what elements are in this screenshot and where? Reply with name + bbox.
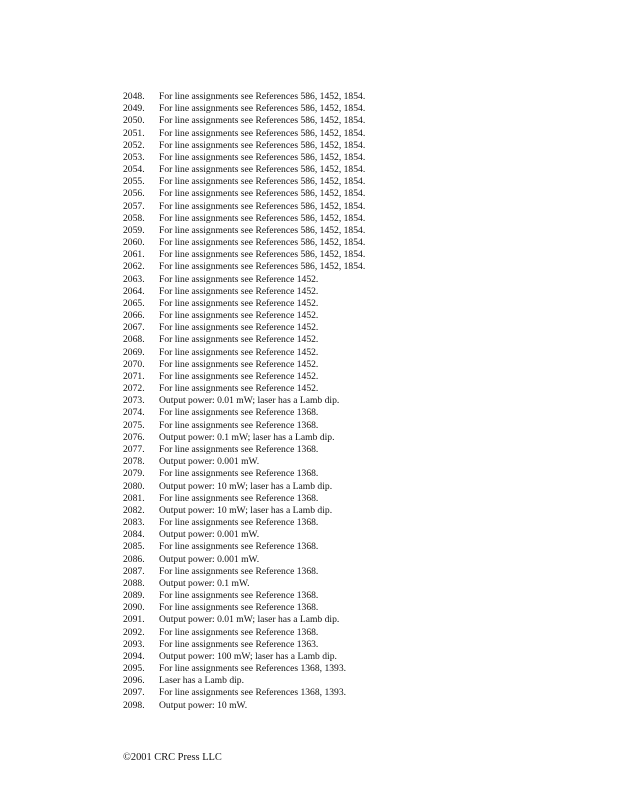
note-number: 2069. bbox=[123, 346, 145, 358]
note-text: For line assignments see Reference 1452. bbox=[159, 383, 319, 395]
note-text: For line assignments see Reference 1368. bbox=[159, 468, 319, 480]
note-number: 2073. bbox=[123, 395, 145, 407]
list-item bbox=[123, 590, 583, 602]
list-item bbox=[123, 371, 583, 383]
list-item bbox=[123, 176, 583, 188]
note-number: 2076. bbox=[123, 431, 145, 443]
note-number: 2060. bbox=[123, 237, 145, 249]
list-item bbox=[123, 298, 583, 310]
note-number: 2072. bbox=[123, 383, 145, 395]
list-item bbox=[123, 188, 583, 200]
note-number: 2083. bbox=[123, 517, 145, 529]
note-text: Output power: 10 mW; laser has a Lamb dip. bbox=[159, 504, 333, 516]
note-number: 2070. bbox=[123, 358, 145, 370]
note-number: 2097. bbox=[123, 687, 145, 699]
note-text: For line assignments see Reference 1452. bbox=[159, 297, 319, 309]
note-text: Output power: 10 mW; laser has a Lamb dip. bbox=[159, 480, 333, 492]
list-item bbox=[123, 152, 583, 164]
note-text: For line assignments see Reference 1368. bbox=[159, 407, 319, 419]
note-number: 2080. bbox=[123, 480, 145, 492]
note-text: For line assignments see Reference 1452. bbox=[159, 310, 319, 322]
note-text: Output power: 0.1 mW. bbox=[159, 577, 250, 589]
list-item bbox=[123, 602, 583, 614]
list-item bbox=[123, 395, 583, 407]
note-text: For line assignments see References 586, 1452, 1854. bbox=[159, 115, 366, 127]
list-item bbox=[123, 237, 583, 249]
note-text: For line assignments see Reference 1368. bbox=[159, 541, 319, 553]
footer-copyright: ©2001 CRC Press LLC bbox=[123, 752, 222, 763]
note-text: For line assignments see Reference 1452. bbox=[159, 346, 319, 358]
note-text: For line assignments see Reference 1368. bbox=[159, 590, 319, 602]
note-text: Output power: 100 mW; laser has a Lamb dip. bbox=[159, 650, 337, 662]
list-item bbox=[123, 115, 583, 127]
note-number: 2053. bbox=[123, 151, 145, 163]
list-item bbox=[123, 383, 583, 395]
note-number: 2077. bbox=[123, 443, 145, 455]
note-number: 2081. bbox=[123, 492, 145, 504]
note-text: For line assignments see Reference 1452. bbox=[159, 370, 319, 382]
note-text: For line assignments see References 586, 1452, 1854. bbox=[159, 151, 366, 163]
note-text: For line assignments see References 586, 1452, 1854. bbox=[159, 224, 366, 236]
list-item bbox=[123, 566, 583, 578]
list-item bbox=[123, 310, 583, 322]
note-number: 2067. bbox=[123, 322, 145, 334]
note-number: 2048. bbox=[123, 91, 145, 102]
list-item bbox=[123, 614, 583, 626]
list-item bbox=[123, 493, 583, 505]
list-item bbox=[123, 91, 583, 103]
note-text: For line assignments see References 586, 1452, 1854. bbox=[159, 103, 366, 115]
list-item bbox=[123, 481, 583, 493]
note-number: 2090. bbox=[123, 602, 145, 614]
list-item bbox=[123, 164, 583, 176]
note-number: 2079. bbox=[123, 468, 145, 480]
note-number: 2056. bbox=[123, 188, 145, 200]
note-text: For line assignments see Reference 1368. bbox=[159, 626, 319, 638]
note-number: 2065. bbox=[123, 297, 145, 309]
note-text: For line assignments see Reference 1368. bbox=[159, 443, 319, 455]
list-item bbox=[123, 261, 583, 273]
note-number: 2061. bbox=[123, 249, 145, 261]
list-item bbox=[123, 359, 583, 371]
note-text: For line assignments see Reference 1368. bbox=[159, 602, 319, 614]
list-item bbox=[123, 554, 583, 566]
note-text: For line assignments see Reference 1452. bbox=[159, 322, 319, 334]
note-text: For line assignments see Reference 1452. bbox=[159, 334, 319, 346]
note-number: 2087. bbox=[123, 565, 145, 577]
list-item bbox=[123, 639, 583, 651]
list-item bbox=[123, 128, 583, 140]
list-item bbox=[123, 529, 583, 541]
note-number: 2049. bbox=[123, 103, 145, 115]
list-item bbox=[123, 505, 583, 517]
list-item bbox=[123, 675, 583, 687]
note-number: 2098. bbox=[123, 699, 145, 711]
note-number: 2055. bbox=[123, 176, 145, 188]
note-number: 2068. bbox=[123, 334, 145, 346]
note-text: For line assignments see References 1368, 1393. bbox=[159, 663, 347, 675]
note-number: 2078. bbox=[123, 456, 145, 468]
note-number: 2057. bbox=[123, 200, 145, 212]
note-number: 2059. bbox=[123, 224, 145, 236]
note-number: 2071. bbox=[123, 370, 145, 382]
note-number: 2054. bbox=[123, 164, 145, 176]
note-number: 2093. bbox=[123, 638, 145, 650]
note-number: 2075. bbox=[123, 419, 145, 431]
note-text: For line assignments see References 586, 1452, 1854. bbox=[159, 164, 366, 176]
note-number: 2094. bbox=[123, 650, 145, 662]
note-text: For line assignments see References 586, 1452, 1854. bbox=[159, 261, 366, 273]
list-item bbox=[123, 286, 583, 298]
note-text: Output power: 0.01 mW; laser has a Lamb dip. bbox=[159, 614, 340, 626]
note-text: For line assignments see Reference 1452. bbox=[159, 273, 319, 285]
note-text: For line assignments see References 586, 1452, 1854. bbox=[159, 212, 366, 224]
list-item bbox=[123, 213, 583, 225]
note-text: Output power: 0.01 mW; laser has a Lamb dip. bbox=[159, 395, 340, 407]
note-number: 2096. bbox=[123, 675, 145, 687]
note-text: For line assignments see References 1368, 1393. bbox=[159, 687, 347, 699]
list-item bbox=[123, 334, 583, 346]
note-number: 2089. bbox=[123, 590, 145, 602]
list-item bbox=[123, 249, 583, 261]
list-item bbox=[123, 444, 583, 456]
list-item bbox=[123, 517, 583, 529]
note-text: Output power: 0.001 mW. bbox=[159, 553, 260, 565]
note-text: For line assignments see Reference 1368. bbox=[159, 419, 319, 431]
list-item bbox=[123, 432, 583, 444]
note-number: 2063. bbox=[123, 273, 145, 285]
note-number: 2051. bbox=[123, 127, 145, 139]
list-item bbox=[123, 407, 583, 419]
note-number: 2082. bbox=[123, 504, 145, 516]
list-item bbox=[123, 687, 583, 699]
note-number: 2091. bbox=[123, 614, 145, 626]
note-number: 2052. bbox=[123, 139, 145, 151]
list-item bbox=[123, 140, 583, 152]
note-number: 2086. bbox=[123, 553, 145, 565]
note-number: 2066. bbox=[123, 310, 145, 322]
note-text: Output power: 0.1 mW; laser has a Lamb dip. bbox=[159, 431, 335, 443]
note-text: For line assignments see References 586, 1452, 1854. bbox=[159, 91, 366, 102]
note-number: 2088. bbox=[123, 577, 145, 589]
note-text: Laser has a Lamb dip. bbox=[159, 675, 244, 687]
note-text: For line assignments see Reference 1368. bbox=[159, 565, 319, 577]
note-text: For line assignments see References 586, 1452, 1854. bbox=[159, 127, 366, 139]
list-item bbox=[123, 201, 583, 213]
note-text: For line assignments see References 586, 1452, 1854. bbox=[159, 200, 366, 212]
list-item bbox=[123, 274, 583, 286]
list-item bbox=[123, 663, 583, 675]
note-text: For line assignments see Reference 1452. bbox=[159, 285, 319, 297]
list-item bbox=[123, 627, 583, 639]
note-number: 2050. bbox=[123, 115, 145, 127]
list-item bbox=[123, 225, 583, 237]
list-item bbox=[123, 700, 583, 712]
list-item bbox=[123, 347, 583, 359]
note-text: For line assignments see References 586, 1452, 1854. bbox=[159, 139, 366, 151]
note-number: 2092. bbox=[123, 626, 145, 638]
note-number: 2064. bbox=[123, 285, 145, 297]
list-item bbox=[123, 103, 583, 115]
list-item bbox=[123, 456, 583, 468]
note-text: Output power: 0.001 mW. bbox=[159, 529, 260, 541]
note-number: 2058. bbox=[123, 212, 145, 224]
note-text: Output power: 0.001 mW. bbox=[159, 456, 260, 468]
list-item bbox=[123, 651, 583, 663]
list-item bbox=[123, 541, 583, 553]
note-text: For line assignments see References 586, 1452, 1854. bbox=[159, 188, 366, 200]
note-text: For line assignments see Reference 1368. bbox=[159, 517, 319, 529]
note-number: 2085. bbox=[123, 541, 145, 553]
note-text: Output power: 10 mW. bbox=[159, 699, 248, 711]
list-item bbox=[123, 468, 583, 480]
note-text: For line assignments see References 586, 1452, 1854. bbox=[159, 176, 366, 188]
notes-list bbox=[123, 91, 583, 712]
note-number: 2074. bbox=[123, 407, 145, 419]
note-number: 2084. bbox=[123, 529, 145, 541]
note-text: For line assignments see Reference 1363. bbox=[159, 638, 319, 650]
note-number: 2095. bbox=[123, 663, 145, 675]
list-item bbox=[123, 420, 583, 432]
note-text: For line assignments see Reference 1368. bbox=[159, 492, 319, 504]
list-item bbox=[123, 322, 583, 334]
note-text: For line assignments see Reference 1452. bbox=[159, 358, 319, 370]
note-text: For line assignments see References 586, 1452, 1854. bbox=[159, 237, 366, 249]
note-text: For line assignments see References 586, 1452, 1854. bbox=[159, 249, 366, 261]
note-number: 2062. bbox=[123, 261, 145, 273]
list-item bbox=[123, 578, 583, 590]
